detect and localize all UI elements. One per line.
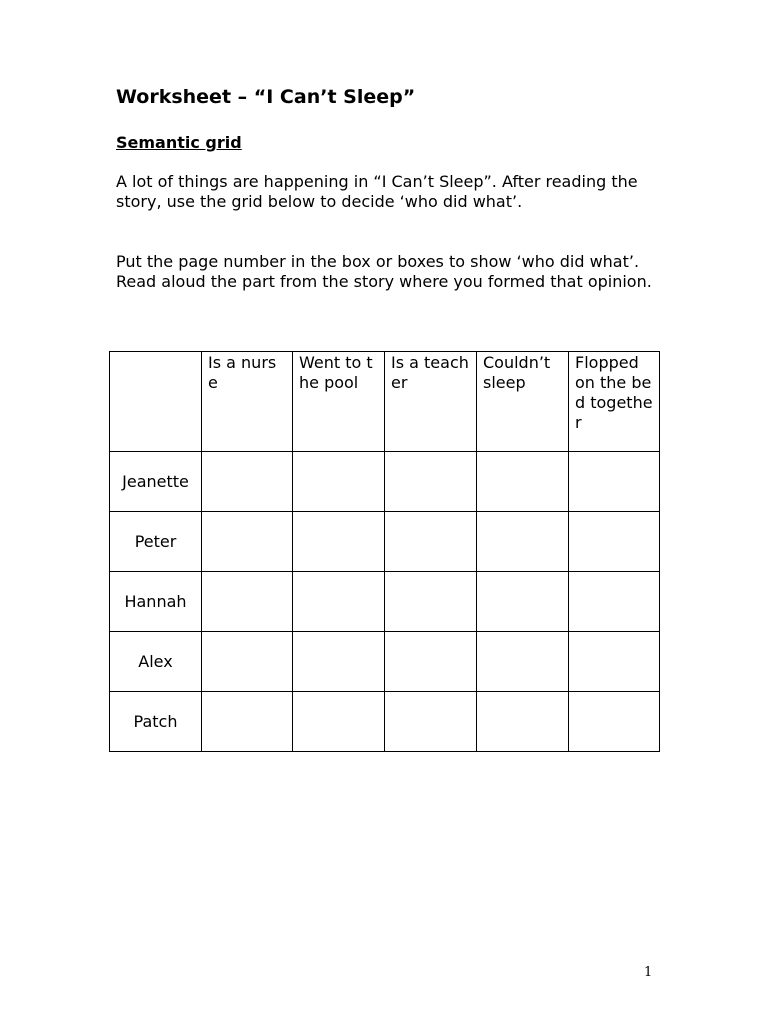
semantic-grid-table [109, 351, 660, 752]
row-label: Peter [110, 512, 202, 572]
answer-cell[interactable] [477, 452, 569, 512]
instruction-paragraph: A lot of things are happening in “I Can’t Sleep”. After reading the story, use the grid below to decide ‘who did what’. [116, 172, 638, 211]
answer-cell[interactable] [385, 692, 477, 752]
answer-cell[interactable] [569, 452, 660, 512]
answer-cell[interactable] [477, 632, 569, 692]
column-header: Couldn’t sleep [477, 352, 569, 452]
row-label: Patch [110, 692, 202, 752]
page-number: 1 [644, 965, 653, 980]
answer-cell[interactable] [477, 692, 569, 752]
column-header: Is a nurse [202, 352, 293, 452]
column-header: Is a teacher [385, 352, 477, 452]
table-row [110, 692, 660, 752]
answer-cell[interactable] [477, 512, 569, 572]
table-row [110, 632, 660, 692]
answer-cell[interactable] [569, 632, 660, 692]
answer-cell[interactable] [569, 692, 660, 752]
answer-cell[interactable] [202, 452, 293, 512]
answer-cell[interactable] [202, 692, 293, 752]
answer-cell[interactable] [202, 512, 293, 572]
column-header: Flopped on the bed together [569, 352, 660, 452]
column-header: Went to the pool [293, 352, 385, 452]
row-label: Alex [110, 632, 202, 692]
table-row [110, 512, 660, 572]
corner-header [110, 352, 202, 452]
answer-cell[interactable] [293, 572, 385, 632]
answer-cell[interactable] [293, 692, 385, 752]
answer-cell[interactable] [385, 572, 477, 632]
row-label: Hannah [110, 572, 202, 632]
table-row [110, 452, 660, 512]
answer-cell[interactable] [569, 572, 660, 632]
answer-cell[interactable] [202, 632, 293, 692]
answer-cell[interactable] [293, 632, 385, 692]
instruction-paragraph: Put the page number in the box or boxes to show ‘who did what’. Read aloud the part from the story where you formed that opinion. [116, 252, 652, 291]
row-label: Jeanette [110, 452, 202, 512]
answer-cell[interactable] [293, 512, 385, 572]
answer-cell[interactable] [293, 452, 385, 512]
answer-cell[interactable] [385, 632, 477, 692]
answer-cell[interactable] [202, 572, 293, 632]
section-heading: Semantic grid [116, 133, 242, 152]
answer-cell[interactable] [569, 512, 660, 572]
page-title: Worksheet – “I Can’t Sleep” [116, 86, 416, 108]
answer-cell[interactable] [385, 452, 477, 512]
table-row [110, 572, 660, 632]
header-row [110, 352, 660, 452]
answer-cell[interactable] [477, 572, 569, 632]
answer-cell[interactable] [385, 512, 477, 572]
